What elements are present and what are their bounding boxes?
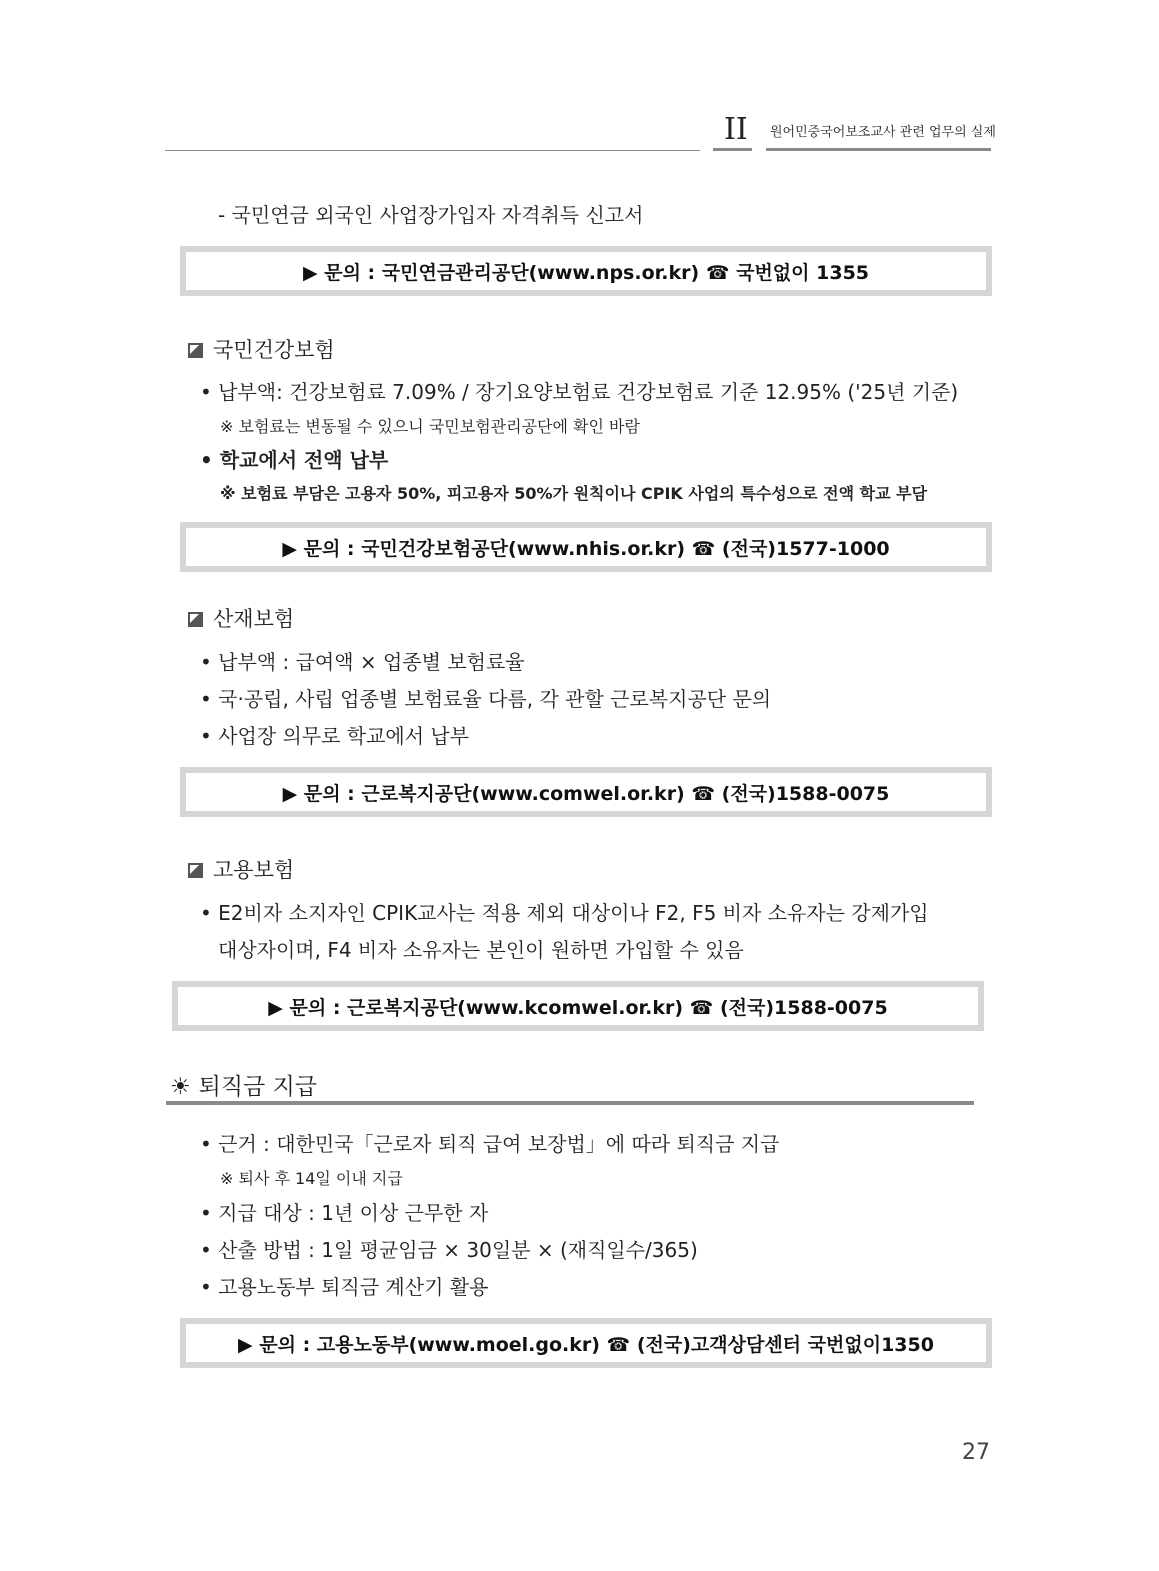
note: ※ 퇴사 후 14일 이내 지급 bbox=[220, 1169, 403, 1188]
bullet-continued: 대상자이며, F4 비자 소유자는 본인이 원하면 가입할 수 있음 bbox=[218, 938, 744, 962]
heading-text: 국민건강보험 bbox=[213, 338, 335, 362]
bullet: • 사업장 의무로 학교에서 납부 bbox=[200, 724, 470, 748]
sun-check-icon: ☀ bbox=[170, 1074, 191, 1100]
bullet: • 고용노동부 퇴직금 계산기 활용 bbox=[200, 1275, 489, 1299]
chapter-number: II bbox=[724, 112, 748, 147]
header-rule bbox=[165, 150, 700, 151]
section-heading bbox=[170, 1068, 317, 1101]
square-bullet-icon bbox=[188, 343, 203, 358]
intro-line: - 국민연금 외국인 사업장가입자 자격취득 신고서 bbox=[218, 203, 644, 227]
heading-text: 퇴직금 지급 bbox=[198, 1074, 318, 1100]
bullet: • 납부액 : 급여액 × 업종별 보험료율 bbox=[200, 650, 525, 674]
bullet: • 지급 대상 : 1년 이상 근무한 자 bbox=[200, 1201, 489, 1225]
contact-box: ▶ 문의 : 근로복지공단(www.kcomwel.or.kr) ☎ (전국)1588-0075 bbox=[172, 981, 984, 1031]
bullet: • 산출 방법 : 1일 평균임금 × 30일분 × (재직일수/365) bbox=[200, 1238, 698, 1262]
heading-rule bbox=[166, 1101, 974, 1105]
contact-box: ▶ 문의 : 국민건강보험공단(www.nhis.or.kr) ☎ (전국)1577-1000 bbox=[180, 522, 992, 572]
contact-box: ▶ 문의 : 근로복지공단(www.comwel.or.kr) ☎ (전국)1588-0075 bbox=[180, 767, 992, 817]
section-heading bbox=[188, 334, 335, 364]
section-heading bbox=[188, 603, 294, 633]
note: ※ 보험료 부담은 고용자 50%, 피고용자 50%가 원칙이나 CPIK 사업의 특수성으로 전액 학교 부담 bbox=[220, 484, 928, 503]
bullet: • 국·공립, 사립 업종별 보험료율 다름, 각 관할 근로복지공단 문의 bbox=[200, 687, 772, 711]
header-rule bbox=[766, 148, 991, 151]
header-rule bbox=[713, 148, 752, 151]
running-header: 원어민중국어보조교사 관련 업무의 실제 bbox=[770, 125, 996, 140]
bullet: • E2비자 소지자인 CPIK교사는 적용 제외 대상이나 F2, F5 비자 소유자는 강제가입 bbox=[200, 901, 929, 925]
note: ※ 보험료는 변동될 수 있으니 국민보험관리공단에 확인 바람 bbox=[220, 417, 640, 436]
bullet: • 납부액: 건강보험료 7.09% / 장기요양보험료 건강보험료 기준 12.95% ('25년 기준) bbox=[200, 380, 959, 404]
section-heading bbox=[188, 854, 294, 884]
heading-text: 고용보험 bbox=[213, 858, 295, 882]
heading-text: 산재보험 bbox=[213, 607, 295, 631]
contact-box: ▶ 문의 : 국민연금관리공단(www.nps.or.kr) ☎ 국번없이 1355 bbox=[180, 246, 992, 296]
bullet: • 학교에서 전액 납부 bbox=[200, 448, 389, 472]
square-bullet-icon bbox=[188, 612, 203, 627]
square-bullet-icon bbox=[188, 863, 203, 878]
bullet: • 근거 : 대한민국「근로자 퇴직 급여 보장법」에 따라 퇴직금 지급 bbox=[200, 1132, 780, 1156]
page-number: 27 bbox=[962, 1440, 990, 1465]
contact-box: ▶ 문의 : 고용노동부(www.moel.go.kr) ☎ (전국)고객상담센터 국번없이1350 bbox=[180, 1318, 992, 1368]
